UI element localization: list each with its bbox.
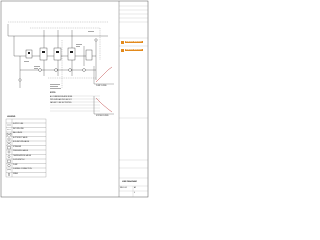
graph-2-title: SYSTEM CURVE [96,115,109,117]
valve-3 [69,69,72,72]
legend-item: FLOW SWITCH [13,160,25,162]
sheet-size: A3 [134,187,136,189]
valve-4 [83,69,86,72]
equipment-fills [28,51,73,54]
legend-item: TEMPERATURE GAUGE [13,155,32,157]
note-item: PIPE SIZES AS PER LAYOUT. [50,99,72,101]
gauge-1 [19,79,21,81]
graph-1 [94,66,114,84]
title-strip-rows [119,6,148,197]
company-logo-mid: SHREE BALAJI [125,48,142,51]
legend-item: FLEXIBLE CONNECTION [13,169,32,171]
legend-item: PRESSURE GAUGE [13,151,28,153]
valve-1 [39,69,42,72]
pump-3 [54,48,61,60]
graph-1-title: PUMP CURVE [96,85,107,87]
pump-4 [68,48,75,60]
legend-item: RETURN LINE [13,128,24,130]
legend-item: DRAIN [13,173,18,175]
drawing-number: SB-LD-01 [120,187,127,189]
legend-item: SUPPLY LINE [13,124,24,126]
note-item: ALL DIMENSIONS ARE IN MM. [50,96,73,98]
legend-item: PUMP [13,164,18,166]
legend-item: NON RETURN VALVE [13,142,29,144]
legend-item: BUTTERFLY VALVE [13,137,28,139]
legend-item: BALL VALVE [13,133,23,135]
tank [86,50,92,60]
revision: 0 [134,192,135,194]
company-logo-top: SHREE BALAJI [125,40,142,43]
legend-heading: LEGEND [7,116,16,118]
legend-item: STRAINER [13,146,22,148]
gauge-2 [95,39,97,41]
note-item: VALVES TO BE SUPPORTED. [50,102,72,104]
pump-2 [40,48,47,60]
legend-symbols [7,125,11,176]
notes-heading: NOTES [50,92,56,94]
drawing-title: LINE DIAGRAM [122,180,137,183]
valve-2 [55,69,58,72]
